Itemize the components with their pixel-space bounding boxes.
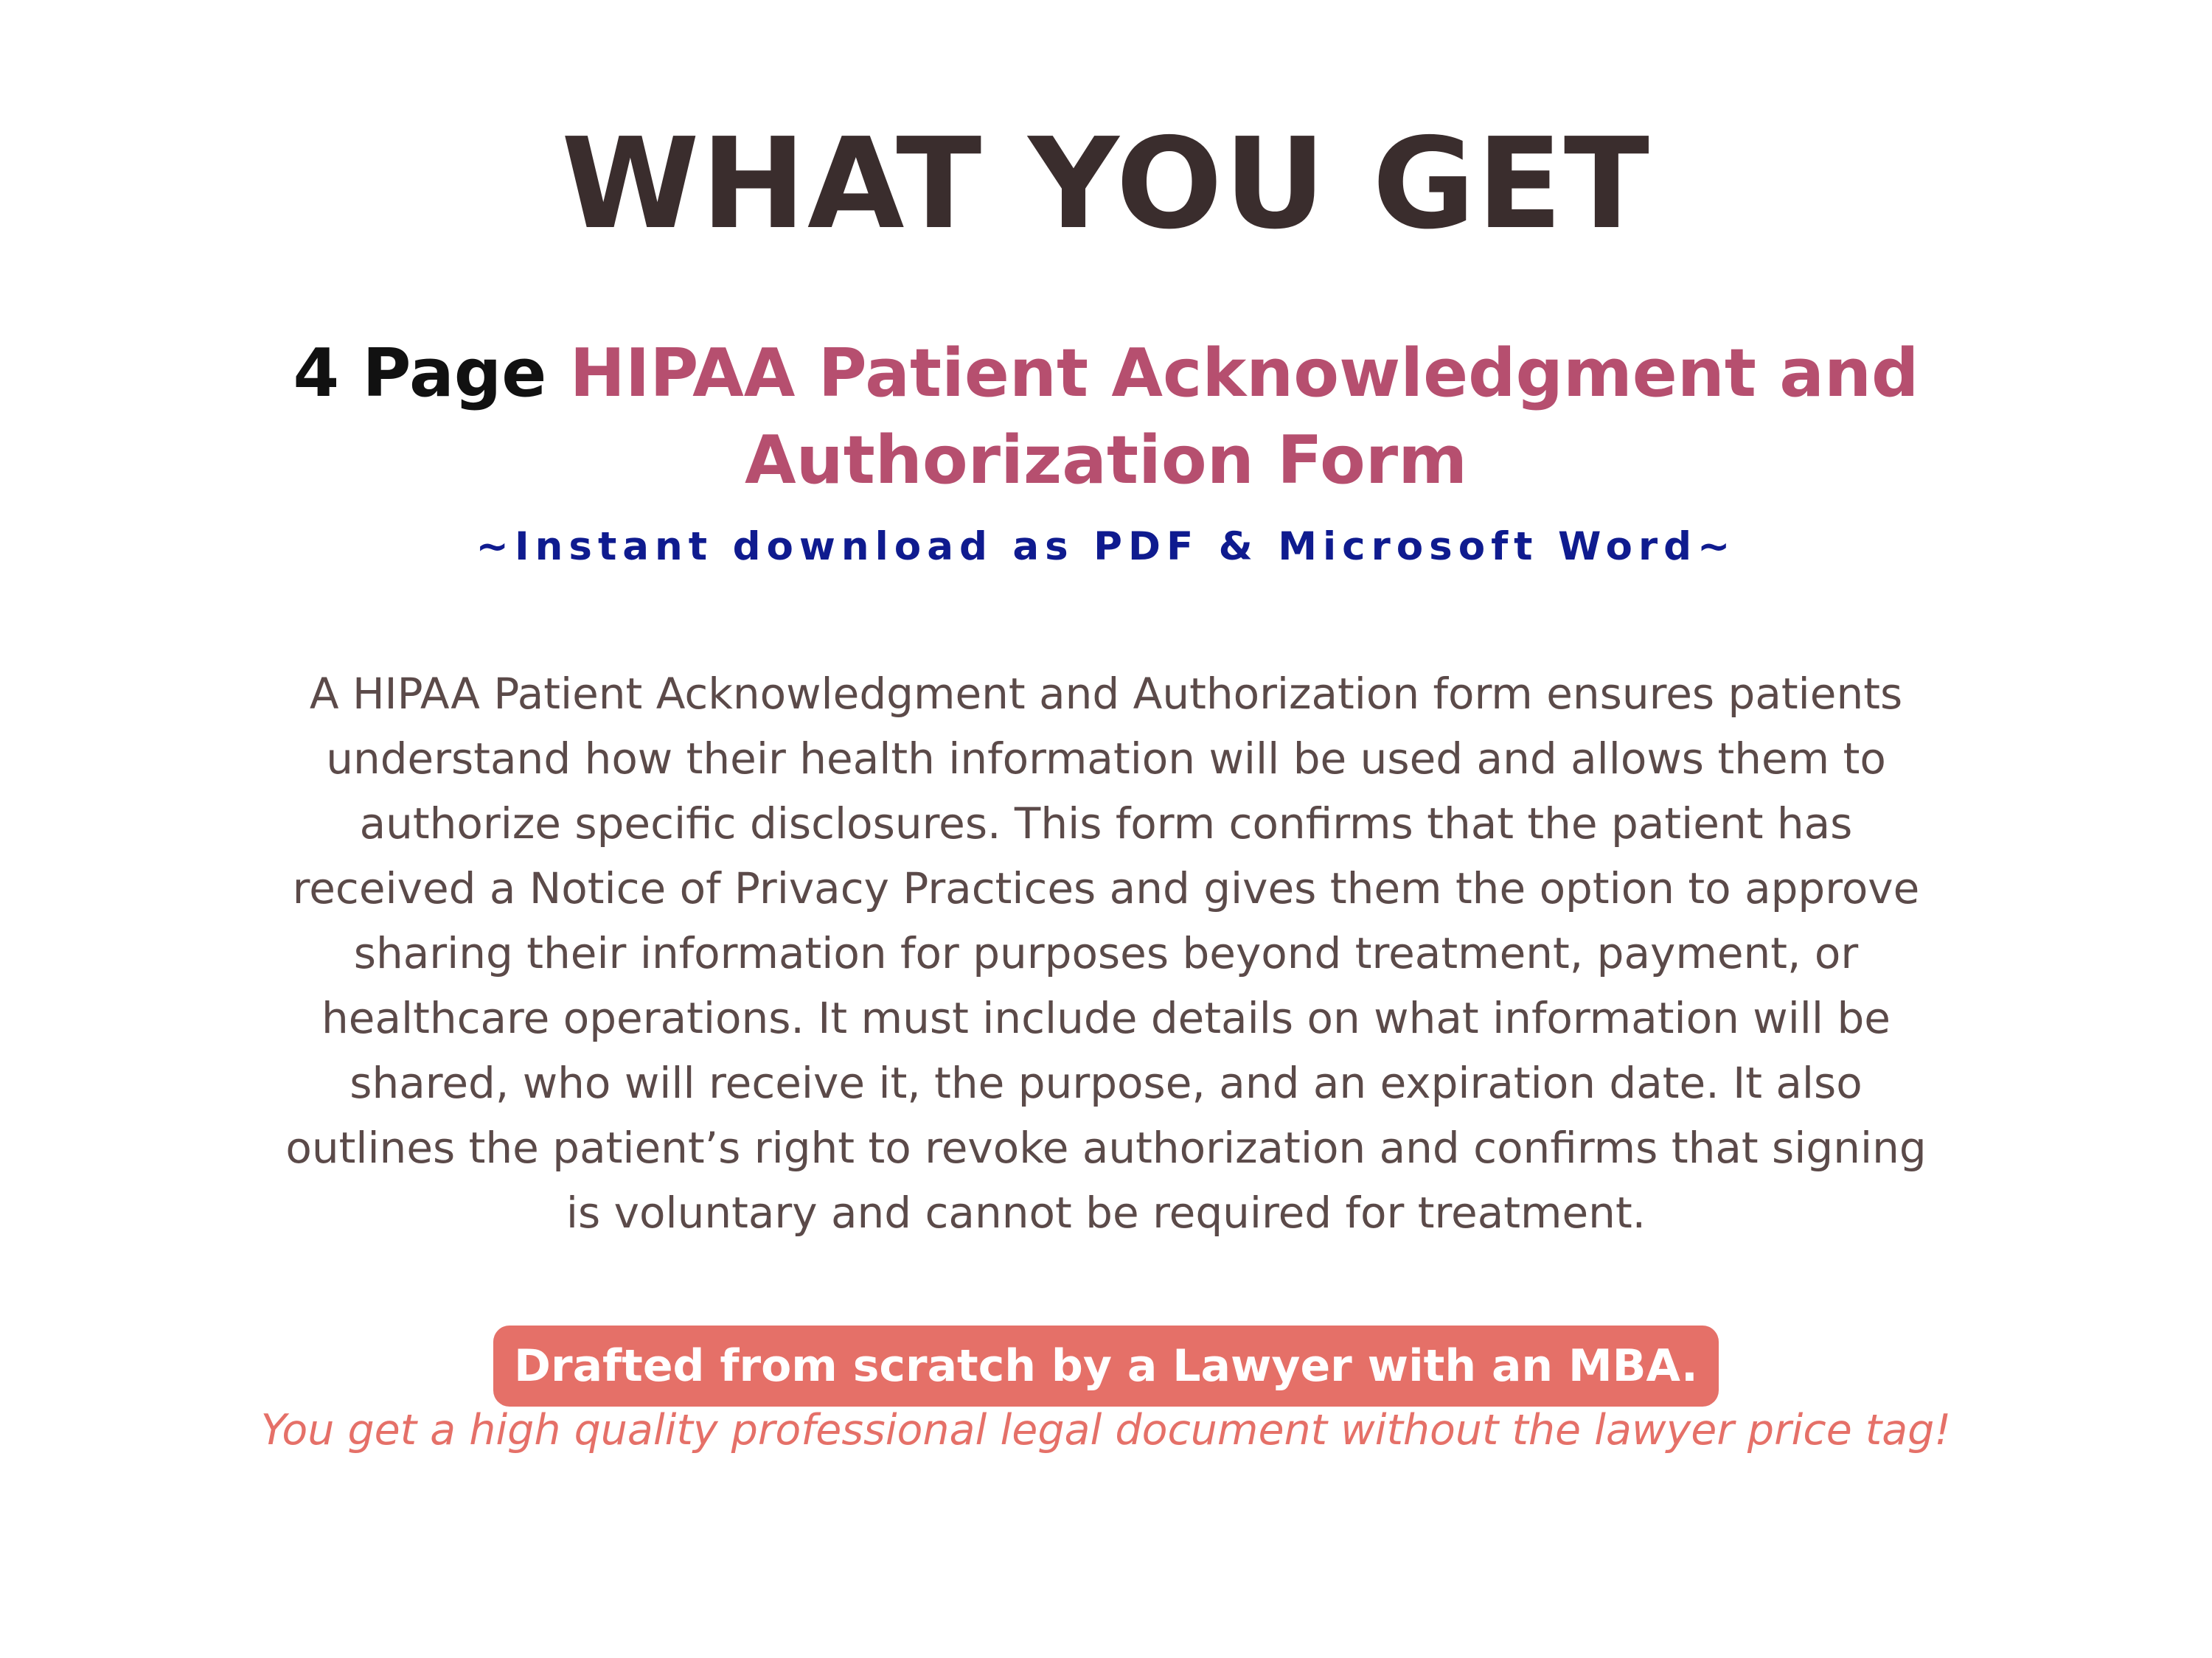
product-subtitle xyxy=(221,330,1991,504)
product-description: A HIPAA Patient Acknowledgment and Authorization form ensures patients understand how their health information will be used and allows them to authorize specific disclosures. This form confirms that the patient has received a Notice of Privacy Practices and gives them the option to approve sharing their information for purposes beyond treatment, payment, or healthcare operations. It must include details on what information will be shared, who will receive it, the purpose, and an expiration date. It also outlines the patient’s right to revoke authorization and confirms that signing is voluntary and cannot be required for treatment. xyxy=(285,669,1927,1238)
badge-container xyxy=(0,1326,2212,1407)
page-count-label: 4 Page xyxy=(293,335,570,412)
download-note: ~Instant download as PDF & Microsoft Word~ xyxy=(476,524,1736,569)
product-name: HIPAA Patient Acknowledgment and Authorization Form xyxy=(569,335,1919,499)
page-title: WHAT YOU GET xyxy=(561,111,1651,257)
lawyer-badge: Drafted from scratch by a Lawyer with an MBA. xyxy=(493,1326,1719,1407)
tagline: You get a high quality professional legal document without the lawyer price tag! xyxy=(260,1406,1952,1455)
